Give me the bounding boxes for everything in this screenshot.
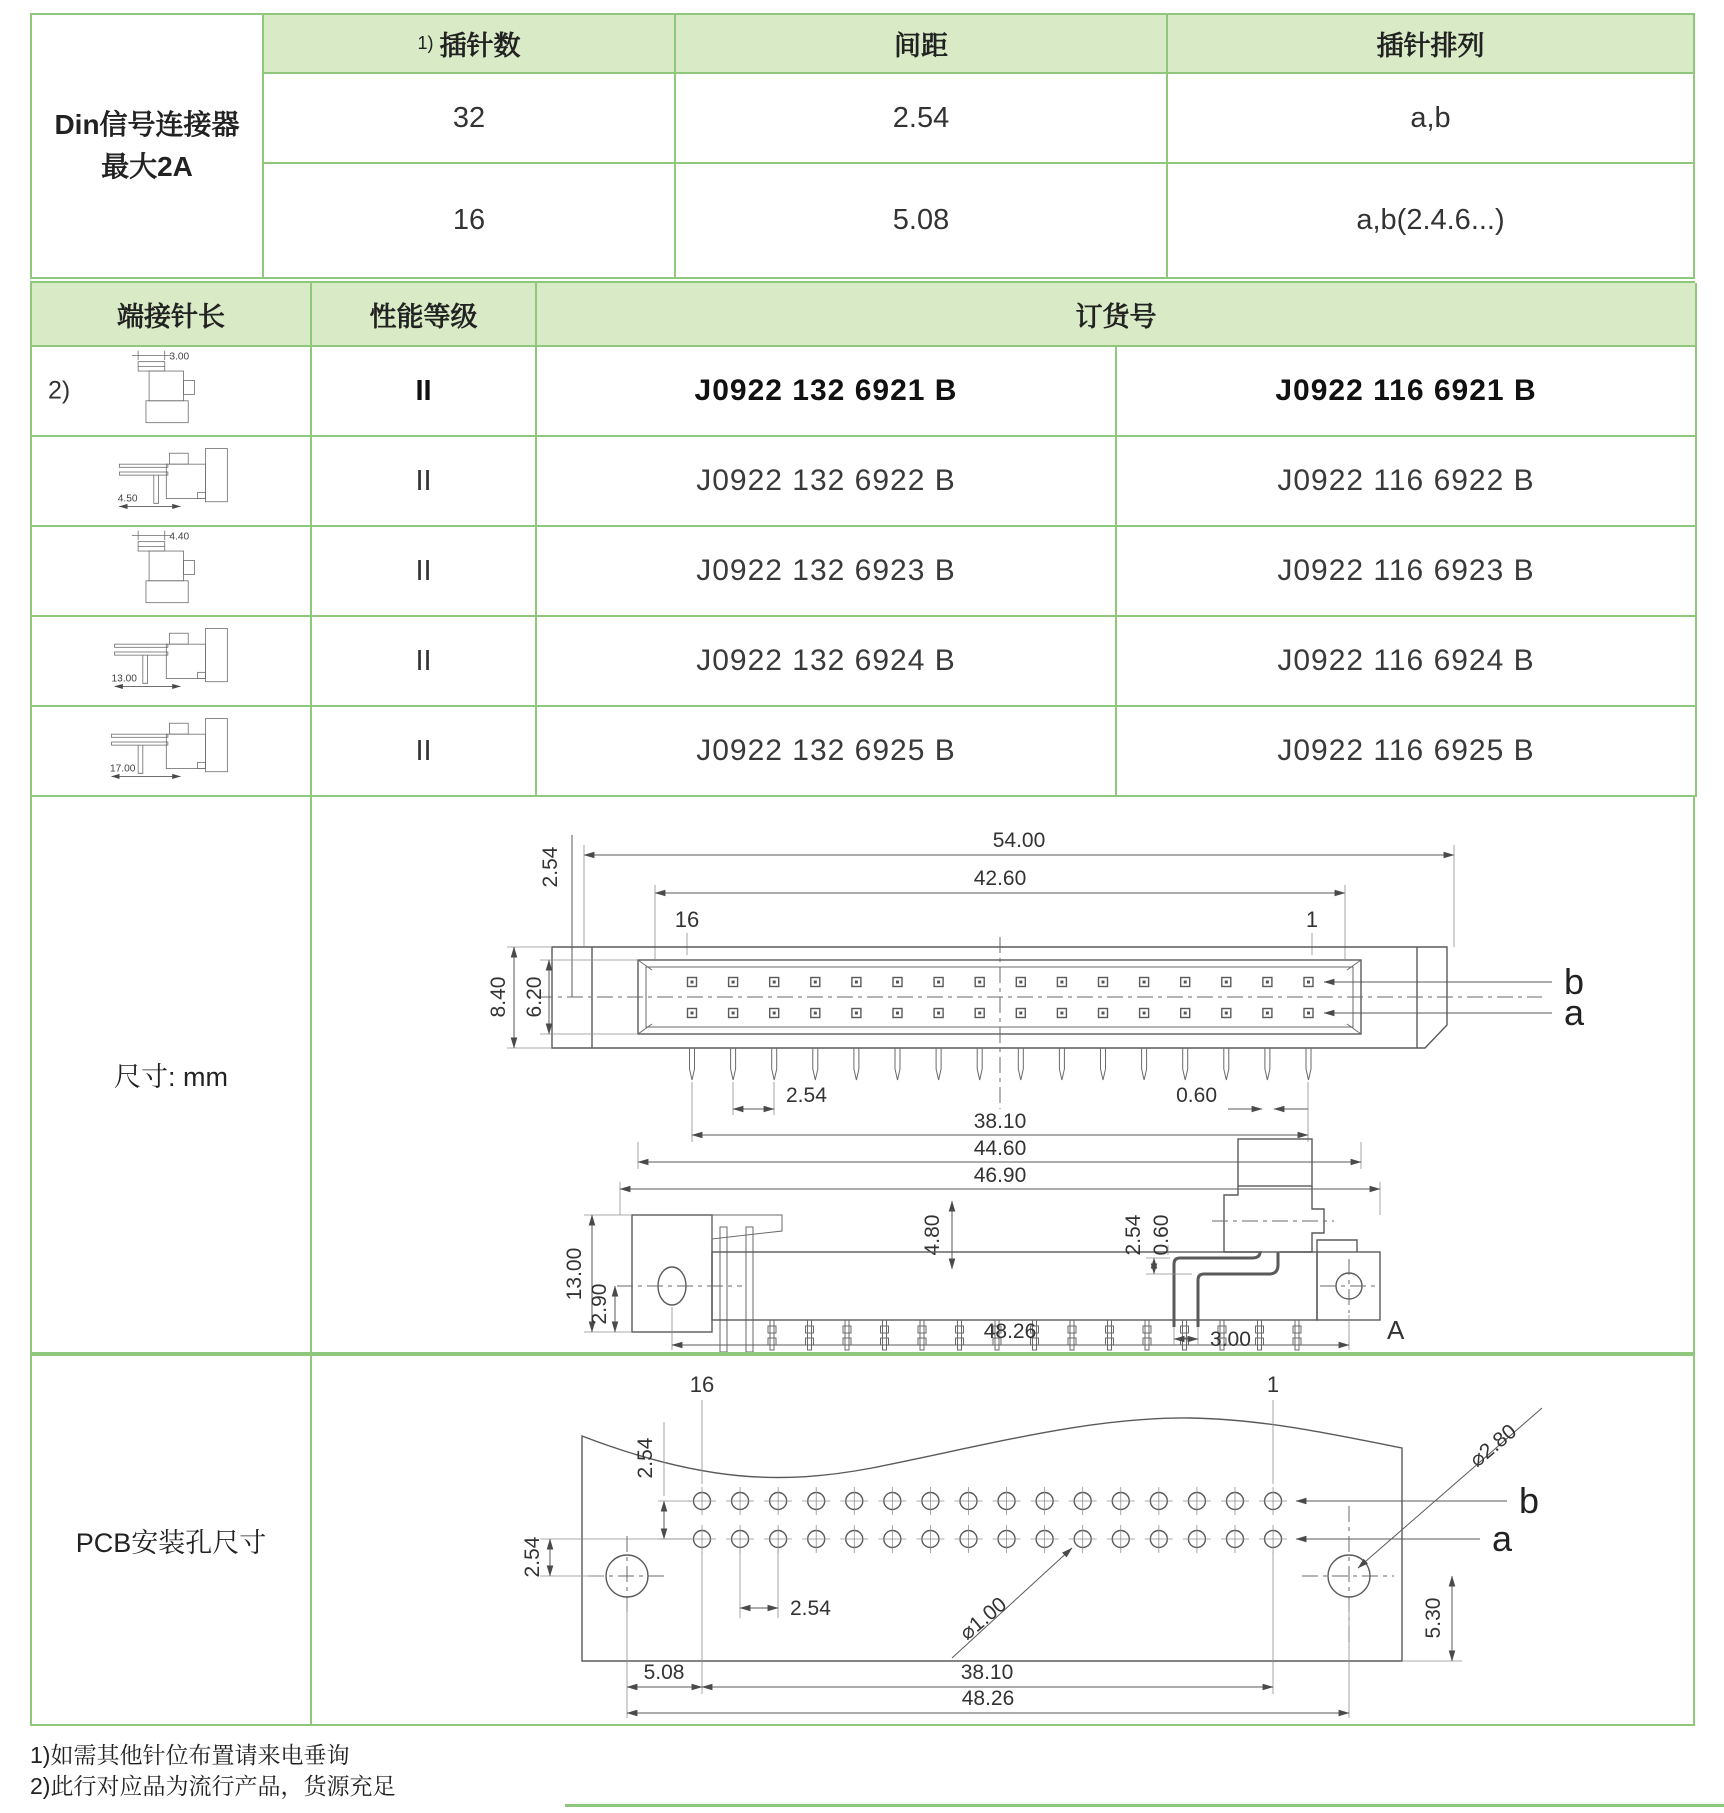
svg-text:⌀2.80: ⌀2.80 [1465, 1419, 1522, 1472]
svg-text:2.54: 2.54 [1122, 1214, 1145, 1256]
order-no-32: J0922 132 6923 B [537, 527, 1117, 617]
svg-text:38.10: 38.10 [973, 1110, 1027, 1133]
arrangement-ab246: a,b(2.4.6...) [1168, 164, 1695, 279]
svg-text:46.90: 46.90 [973, 1164, 1027, 1187]
pin-count-32: 32 [264, 74, 676, 164]
order-no-16: J0922 116 6923 B [1117, 527, 1697, 617]
footnote-1: 1)如需其他针位布置请来电垂询 [30, 1742, 350, 1768]
svg-text:A: A [1387, 1315, 1405, 1345]
svg-text:2.54: 2.54 [634, 1437, 657, 1479]
svg-text:48.26: 48.26 [983, 1320, 1037, 1343]
svg-text:38.10: 38.10 [960, 1661, 1014, 1684]
svg-text:54.00: 54.00 [992, 829, 1046, 852]
order-no-32: J0922 132 6921 B [537, 347, 1117, 437]
svg-text:4.50: 4.50 [117, 493, 138, 505]
header-arrangement-label: 插针排列 [1376, 31, 1485, 61]
svg-text:⌀1.00: ⌀1.00 [955, 1592, 1012, 1645]
grade-cell: II [312, 707, 537, 797]
svg-text:44.60: 44.60 [973, 1137, 1027, 1160]
pcb-hole-field [688, 1487, 1287, 1553]
header-order-no: 订货号 [537, 283, 1697, 347]
dimensions-drawing-area [312, 797, 1693, 1352]
pcb-section [30, 1354, 1695, 1726]
svg-text:5.08: 5.08 [643, 1661, 685, 1684]
order-no-32: J0922 132 6924 B [537, 617, 1117, 707]
svg-text:17.00: 17.00 [109, 763, 136, 775]
order-no-32: J0922 132 6925 B [537, 707, 1117, 797]
pin-length-icon-cell [32, 347, 312, 437]
pcb-hole-drawing [312, 1356, 1693, 1724]
grade-cell: II [312, 437, 537, 527]
svg-text:16: 16 [689, 1372, 715, 1397]
svg-text:4.80: 4.80 [921, 1214, 944, 1256]
footnote-ref-2: 2) [48, 376, 71, 405]
header-arrangement [1168, 15, 1695, 74]
page-bottom-rule [565, 1804, 1724, 1807]
footnote-2: 2)此行对应品为流行产品，货源充足 [30, 1773, 396, 1800]
pitch-254: 2.54 [676, 74, 1168, 164]
svg-text:b: b [1564, 961, 1585, 1002]
svg-text:2.54: 2.54 [539, 846, 562, 888]
svg-text:2.90: 2.90 [588, 1283, 611, 1325]
svg-text:a: a [1564, 992, 1585, 1033]
svg-text:2.54: 2.54 [786, 1084, 827, 1107]
pin-profile-icon-horizontal [91, 436, 251, 526]
pcb-label: PCB安装孔尺寸 [75, 1527, 267, 1558]
pin-profile-icon-vertical [91, 526, 251, 616]
svg-text:42.60: 42.60 [973, 867, 1027, 890]
pcb-label-cell [32, 1356, 312, 1724]
svg-text:3.00: 3.00 [1210, 1328, 1251, 1351]
svg-text:a: a [1492, 1518, 1513, 1559]
svg-text:2.54: 2.54 [521, 1536, 544, 1578]
svg-text:3.00: 3.00 [169, 351, 190, 363]
svg-text:13.00: 13.00 [111, 673, 137, 685]
svg-text:16: 16 [674, 907, 700, 932]
pin-profile-icon-horizontal [91, 706, 251, 796]
product-name-line1: Din信号连接器 [54, 109, 240, 140]
svg-text:48.26: 48.26 [961, 1687, 1015, 1710]
footnotes [30, 1740, 395, 1802]
header-grade: 性能等级 [312, 283, 537, 347]
product-name-line2: 最大2A [101, 151, 193, 182]
order-no-16: J0922 116 6924 B [1117, 617, 1697, 707]
svg-text:6.20: 6.20 [523, 976, 546, 1018]
header-pin-count-label: 插针数 [439, 31, 521, 61]
svg-text:13.00: 13.00 [563, 1247, 586, 1301]
svg-text:b: b [1519, 1480, 1540, 1521]
pitch-508: 5.08 [676, 164, 1168, 279]
order-no-16: J0922 116 6922 B [1117, 437, 1697, 527]
grade-cell: II [312, 347, 537, 437]
order-table [30, 281, 1695, 797]
pin-length-icon-cell [32, 617, 312, 707]
pin-profile-icon-horizontal [91, 616, 251, 706]
svg-text:8.40: 8.40 [487, 976, 510, 1018]
svg-text:2.54: 2.54 [790, 1597, 831, 1620]
svg-text:4.40: 4.40 [169, 531, 190, 543]
footnote-ref-1: 1) [417, 33, 434, 53]
dimensions-section [30, 795, 1695, 1354]
svg-text:0.60: 0.60 [1150, 1214, 1173, 1256]
pin-length-icon-cell [32, 527, 312, 617]
header-pin-count [264, 15, 676, 74]
arrangement-ab: a,b [1168, 74, 1695, 164]
order-no-32: J0922 132 6922 B [537, 437, 1117, 527]
header-pitch [676, 15, 1168, 74]
order-no-16: J0922 116 6921 B [1117, 347, 1697, 437]
pin-count-16: 16 [264, 164, 676, 279]
product-name-cell [32, 15, 264, 279]
pcb-drawing-area [312, 1356, 1693, 1724]
svg-text:0.60: 0.60 [1176, 1084, 1217, 1107]
grade-cell: II [312, 527, 537, 617]
pin-length-icon-cell [32, 707, 312, 797]
dimensions-label-cell [32, 797, 312, 1352]
grade-cell: II [312, 617, 537, 707]
spec-table [30, 13, 1695, 279]
dimensions-label: 尺寸: mm [114, 1062, 228, 1092]
connector-dimension-drawing [312, 797, 1693, 1352]
pin-profile-icon-vertical [91, 346, 251, 436]
svg-text:5.30: 5.30 [1422, 1597, 1445, 1639]
svg-text:1: 1 [1305, 907, 1319, 932]
header-pin-length: 端接针长 [32, 283, 312, 347]
order-no-16: J0922 116 6925 B [1117, 707, 1697, 797]
header-pitch-label: 间距 [894, 31, 948, 61]
svg-text:1: 1 [1266, 1372, 1280, 1397]
pin-length-icon-cell [32, 437, 312, 527]
